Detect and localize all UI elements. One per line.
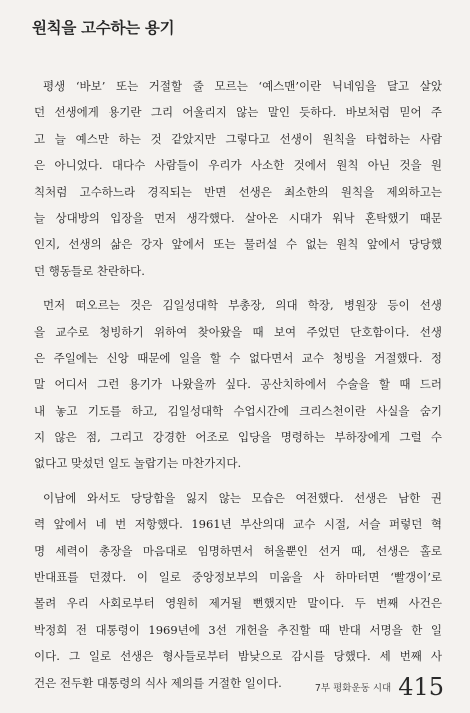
text-line: 던 행동들로 찬란하다. [34,263,145,278]
text-line: 력 앞에서 네 번 저항했다. 1961년 부산의대 교수 시절, 서슬 퍼렇던 혁 [34,517,442,532]
text-line: 몰려 우리 사회로부터 영원히 제거될 뻔했지만 말이다. 두 번째 사건은 [34,596,442,611]
text-line: 이다. 그 일로 선생은 형사들로부터 밤낮으로 감시를 당했다. 세 번째 사 [34,649,442,664]
text-line: 을 교수로 청빙하기 위하여 찾아왔을 때 보여 주었던 단호함이다. 선생 [34,324,442,339]
text-line: 던 선생에게 용기란 그리 어울리지 않는 말인 듯하다. 바보처럼 믿어 주 [34,105,442,120]
text-line: 내 놓고 기도를 하고, 김일성대학 수업시간에 크리스천이란 사실을 숨기 [34,403,442,418]
text-line: 평생 ‘바보’ 또는 거절할 줄 모르는 ‘예스맨’이란 닉네임을 달고 살았 [43,79,442,93]
text-line: 건은 전두환 대통령의 식사 제의를 거절한 일이다. [34,675,282,690]
text-line: 먼저 떠오르는 것은 김일성대학 부총장, 의대 학장, 병원장 등이 선생 [43,298,442,313]
text-line: 인지, 선생의 삶은 강자 앞에서 또는 물러설 수 없는 원칙 앞에서 당당했 [34,237,442,252]
text-line: 늘 상대방의 입장을 먼저 생각했다. 살아온 시대가 워낙 혼탁했기 때문 [34,210,442,225]
text-line: 은 아니었다. 대다수 사람들이 우리가 사소한 것에서 원칙 아닌 것을 원 [34,158,442,173]
text-line: 말 어디서 그런 용기가 나왔을까 싶다. 공산치하에서 수술을 할 때 드러 [34,377,442,392]
text-line: 은 주일에는 신앙 때문에 일을 할 수 없다면서 교수 청빙을 거절했다. 정 [34,350,442,365]
text-line: 박정희 전 대통령이 1969년에 3선 개헌을 추진할 때 반대 서명을 한 일 [34,622,442,637]
paragraph-2 [34,292,442,477]
text-line: 이남에 와서도 당당함을 잃지 않는 모습은 여전했다. 선생은 남한 권 [43,490,442,505]
text-line: 명 세력이 총장을 마음대로 임명하면서 허울뿐인 선거 때, 선생은 홀로 [34,543,442,558]
paragraph-1 [34,73,442,284]
page-number: 415 [398,673,444,701]
text-line: 없다고 맞섰던 일도 놀랍기는 마찬가지다. [34,456,242,471]
text-line: 지 않은 점, 그리고 강경한 어조로 입당을 명령하는 부하장에게 그럴 수 [34,430,442,445]
page-footer [315,675,444,699]
text-line: 고 늘 예스만 하는 것 같았지만 그렇다고 선생이 원칙을 타협하는 사람 [34,131,442,146]
body-text [34,73,442,704]
text-line: 반대표를 던졌다. 이 일로 중앙정보부의 미움을 사 하마터면 ‘빨갱이’로 [34,570,442,585]
text-line: 칙처럼 고수하느라 경직되는 반면 선생은 최소한의 원칙을 제외하고는 [34,184,442,199]
paragraph-3 [34,485,442,696]
section-heading: 원칙을 고수하는 용기 [32,19,175,37]
chapter-label: 7부 평화운동 시대 [314,683,392,694]
